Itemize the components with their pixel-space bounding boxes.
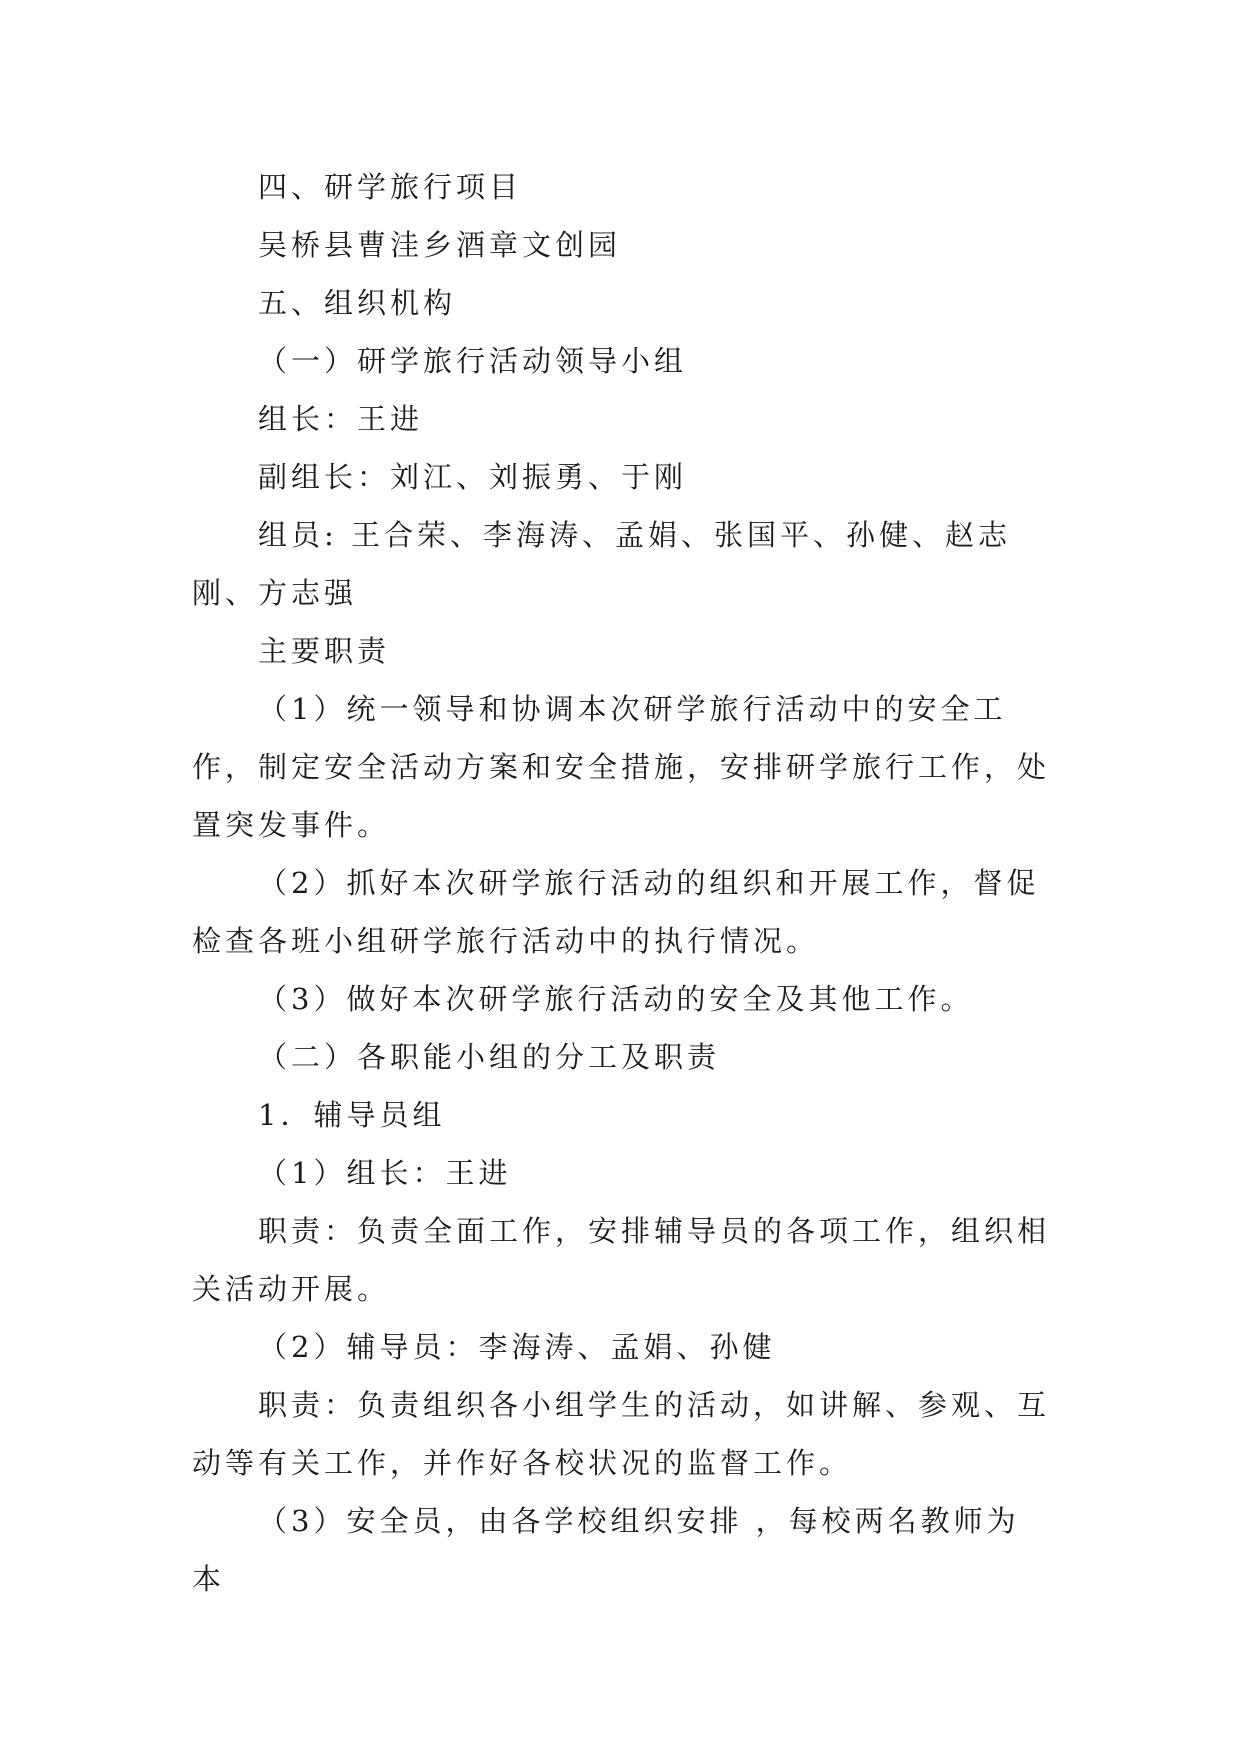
- group-leader-line: 组长：王进: [258, 402, 424, 436]
- counselors-duties: 职责：负责组织各小组学生的活动，如讲解、参观、互动等有关工作，并作好各校状况的监督工作。: [192, 1388, 1051, 1480]
- duty-item-2: （2）抓好本次研学旅行活动的组织和开展工作，督促检查各班小组研学旅行活动中的执行情况。: [192, 866, 1040, 958]
- counselors-line: （2）辅导员：李海涛、孟娟、孙健: [258, 1330, 776, 1364]
- counselor-group-heading: 1．辅导员组: [258, 1098, 446, 1132]
- section-heading-organization: 五、组织机构: [258, 286, 457, 320]
- subsection-heading-functional-groups: （二）各职能小组的分工及职责: [258, 1040, 721, 1074]
- deputy-leader-line: 副组长：刘江、刘振勇、于刚: [258, 460, 688, 494]
- group-members-line: 组员: 王合荣、李海涛、孟娟、张国平、孙健、赵志刚、方志强: [192, 518, 1011, 610]
- counselor-leader-duties: 职责：负责全面工作，安排辅导员的各项工作，组织相关活动开展。: [192, 1214, 1051, 1306]
- duty-item-3: （3）做好本次研学旅行活动的安全及其他工作。: [258, 982, 974, 1016]
- subsection-heading-leadership-group: （一）研学旅行活动领导小组: [258, 344, 688, 378]
- project-name: 吴桥县曹洼乡酒章文创园: [258, 228, 622, 262]
- duty-item-1: （1）统一领导和协调本次研学旅行活动中的安全工作，制定安全活动方案和安全措施，安排研学旅行工作，处置突发事件。: [192, 692, 1051, 842]
- main-duties-heading: 主要职责: [258, 634, 391, 668]
- section-heading-research-project: 四、研学旅行项目: [258, 170, 523, 204]
- document-body: [192, 158, 1052, 1608]
- counselor-group-leader: （1）组长：王进: [258, 1156, 512, 1190]
- safety-officer-line: （3）安全员，由各学校组织安排 ，每校两名教师为本: [192, 1504, 1020, 1596]
